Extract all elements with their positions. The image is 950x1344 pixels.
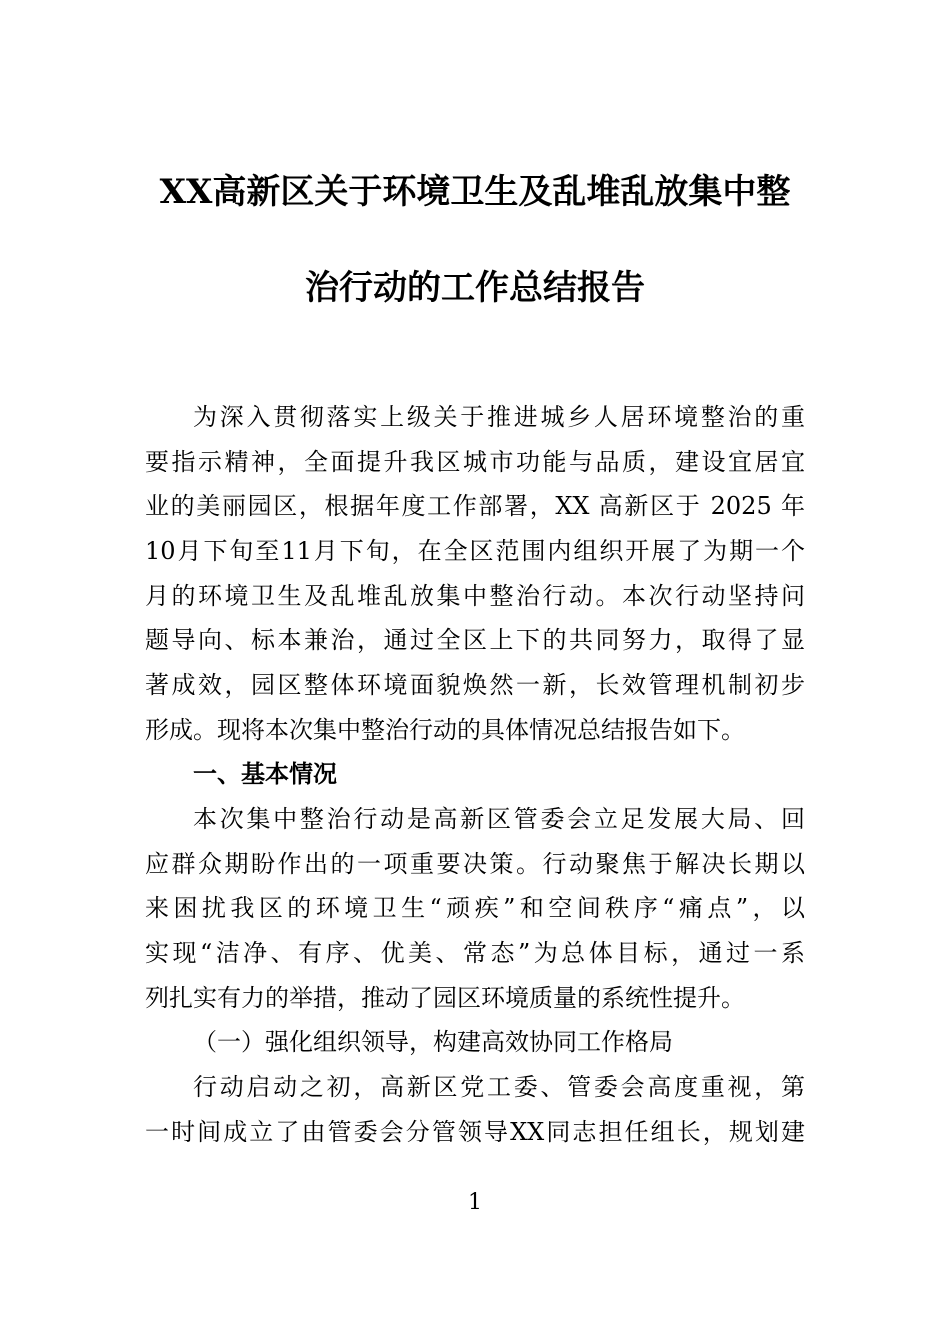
intro-line-6: 题导向、标本兼治，通过全区上下的共同努力，取得了显 — [145, 626, 805, 654]
intro-line-7: 著成效，园区整体环境面貌焕然一新，长效管理机制初步 — [145, 671, 805, 699]
intro-line-2: 要指示精神，全面提升我区城市功能与品质，建设宜居宜 — [145, 448, 805, 476]
intro-line-5: 月的环境卫生及乱堆乱放集中整治行动。本次行动坚持问 — [145, 582, 805, 610]
document-title-line-1: XX高新区关于环境卫生及乱堆乱放集中整 — [159, 172, 791, 212]
page-number: 1 — [468, 1190, 482, 1215]
section-heading-basic-situation: 一、基本情况 — [193, 760, 337, 788]
intro-line-3: 业的美丽园区，根据年度工作部署，XX 高新区于 2025 年 — [145, 492, 805, 520]
subsection-heading-organization: （一）强化组织领导，构建高效协同工作格局 — [193, 1028, 673, 1056]
section1-line-4: 实现“洁净、有序、优美、常态”为总体目标，通过一系 — [145, 939, 805, 967]
subsection1-line-2: 一时间成立了由管委会分管领导XX同志担任组长，规划建 — [145, 1118, 805, 1146]
intro-line-4: 10月下旬至11月下旬，在全区范围内组织开展了为期一个 — [145, 537, 805, 565]
section1-line-2: 应群众期盼作出的一项重要决策。行动聚焦于解决长期以 — [145, 850, 805, 878]
intro-line-8: 形成。现将本次集中整治行动的具体情况总结报告如下。 — [145, 716, 745, 744]
section1-line-3: 来困扰我区的环境卫生“顽疾”和空间秩序“痛点”，以 — [145, 894, 805, 922]
subsection1-line-1: 行动启动之初，高新区党工委、管委会高度重视，第 — [193, 1073, 805, 1101]
document-title-line-2: 治行动的工作总结报告 — [305, 268, 645, 308]
section1-line-1: 本次集中整治行动是高新区管委会立足发展大局、回 — [193, 805, 805, 833]
section1-line-5: 列扎实有力的举措，推动了园区环境质量的系统性提升。 — [145, 984, 745, 1012]
intro-line-1: 为深入贯彻落实上级关于推进城乡人居环境整治的重 — [193, 403, 805, 431]
